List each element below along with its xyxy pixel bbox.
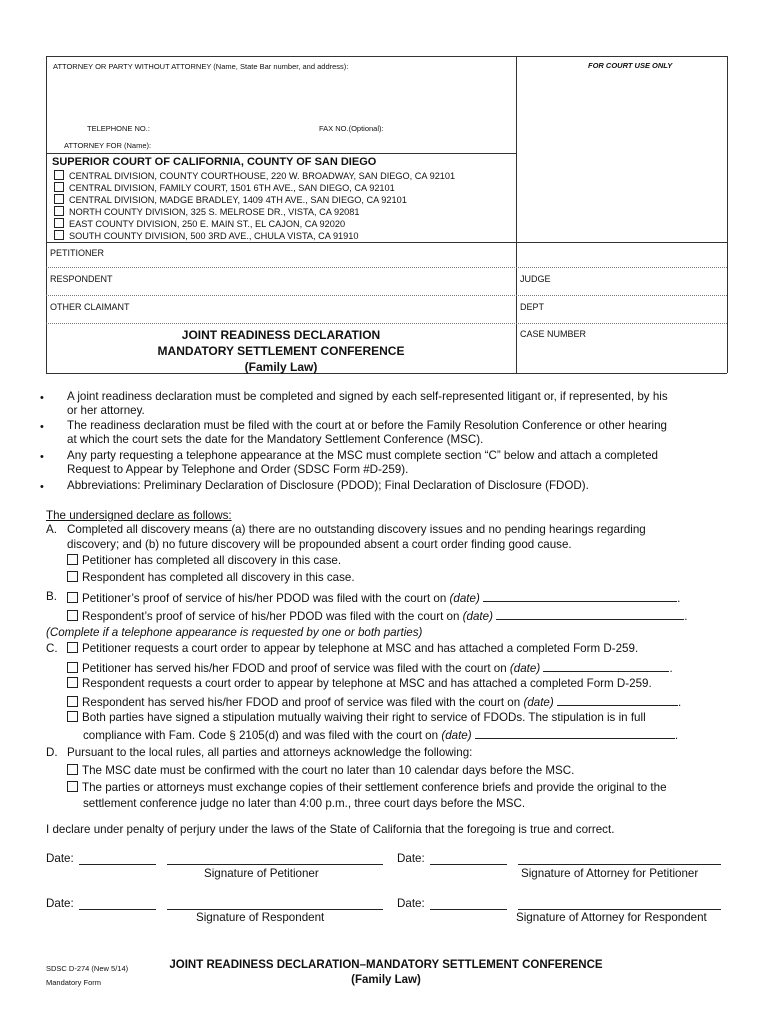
checkbox[interactable] [67,554,78,565]
option-label: The MSC date must be confirmed with the court no later than 10 calendar days before the MSC. [82,764,575,777]
section-d-text: Pursuant to the local rules, all parties and attorneys acknowledge the following: [67,746,473,759]
division-label: SOUTH COUNTY DIVISION, 500 3RD AVE., CHULA VISTA, CA 91910 [69,231,359,241]
petitioner-pdod-option[interactable]: Petitioner’s proof of service of his/her PDOD was filed with the court on (date) . [67,590,680,607]
court-use-divider [516,56,517,373]
division-option[interactable] [54,170,455,182]
form-title-line2: MANDATORY SETTLEMENT CONFERENCE [157,344,405,358]
respondent-pdod-option[interactable]: Respondent’s proof of service of his/her PDOD was filed with the court on (date) . [67,608,687,625]
petitioner-row-divider [46,267,727,268]
attorney-petitioner-signature-field[interactable] [518,864,721,865]
briefs-option-line2: settlement conference judge no later than 4:00 p.m., three court days before the MSC. [83,797,526,810]
date-word: (date) [441,729,472,742]
dept-label: DEPT [520,302,545,312]
date-field[interactable] [496,608,684,620]
checkbox[interactable] [67,610,78,621]
division-option[interactable] [54,218,345,230]
option-label: Petitioner requests a court order to appear by telephone at MSC and has attached a completed Form D-259. [82,642,639,655]
petitioner-fdod-option[interactable]: Petitioner has served his/her FDOD and proof of service was filed with the court on (date) . [67,660,673,677]
division-option[interactable] [54,206,360,218]
telephone-note: (Complete if a telephone appearance is requested by one or both parties) [46,626,423,639]
option-label: Respondent requests a court order to appear by telephone at MSC and has attached a completed Form D-259. [82,677,652,690]
declare-heading: The undersigned declare as follows: [46,509,232,522]
case-number-label: CASE NUMBER [520,329,587,339]
bullet-icon: • [40,481,44,493]
claimant-row-divider [46,323,727,324]
bullet-text-line: Request to Appear by Telephone and Order (SDSC Form #D-259). [67,463,409,476]
petitioner-telephone-option[interactable] [67,642,638,657]
section-d-letter: D. [46,746,58,759]
attorney-respondent-date-field[interactable] [430,909,507,910]
bullet-icon: • [40,392,44,404]
stipulation-option[interactable] [67,711,646,726]
option-label: The parties or attorneys must exchange copies of their settlement conference briefs and provide the original to the [82,781,667,794]
date-field[interactable] [483,590,677,602]
respondent-telephone-option[interactable] [67,677,652,692]
checkbox[interactable] [67,592,78,603]
option-label: Respondent has completed all discovery in this case. [82,571,355,584]
petitioner-signature-field[interactable] [167,864,383,865]
bullet-text-line: or her attorney. [67,404,145,417]
petitioner-label: PETITIONER [50,248,105,258]
header-left-border [46,56,47,373]
date-word: (date) [523,696,554,709]
respondent-row-divider [46,295,727,296]
date-word: (date) [462,610,493,623]
attorney-for-label: ATTORNEY FOR (Name): [64,141,152,150]
checkbox[interactable] [67,571,78,582]
court-use-label: FOR COURT USE ONLY [588,61,673,70]
section-a-letter: A. [46,523,57,536]
footer-title [146,958,626,988]
date-label: Date: [397,852,425,865]
division-label: NORTH COUNTY DIVISION, 325 S. MELROSE DR., VISTA, CA 92081 [69,207,360,217]
option-label: Petitioner has served his/her FDOD and proof of service was filed with the court on [82,662,507,675]
division-label: CENTRAL DIVISION, COUNTY COURTHOUSE, 220 W. BROADWAY, SAN DIEGO, CA 92101 [69,171,456,181]
form-title [46,327,516,375]
respondent-signature-caption: Signature of Respondent [196,911,325,924]
other-claimant-label: OTHER CLAIMANT [50,302,130,312]
division-checkbox[interactable] [54,230,64,240]
bullet-icon: • [40,451,44,463]
telephone-label: TELEPHONE NO.: [87,124,150,133]
checkbox[interactable] [67,711,78,722]
header-top-border [46,56,727,57]
division-label: CENTRAL DIVISION, FAMILY COURT, 1501 6TH AVE., SAN DIEGO, CA 92101 [69,183,395,193]
option-label: Petitioner has completed all discovery in this case. [82,554,342,567]
footer-title-line1: JOINT READINESS DECLARATION–MANDATORY SETTLEMENT CONFERENCE [169,959,603,971]
option-label: Respondent’s proof of service of his/her PDOD was filed with the court on [82,610,460,623]
division-checkbox[interactable] [54,194,64,204]
msc-date-option[interactable] [67,764,574,779]
attorney-respondent-signature-field[interactable] [518,909,721,910]
bullet-text-line: A joint readiness declaration must be completed and signed by each self-represented litigant or, if represented, by his [67,390,668,403]
checkbox[interactable] [67,764,78,775]
attorney-label: ATTORNEY OR PARTY WITHOUT ATTORNEY (Name, State Bar number, and address): [53,62,349,71]
respondent-discovery-option[interactable] [67,571,355,586]
petitioner-signature-caption: Signature of Petitioner [204,867,319,880]
checkbox[interactable] [67,662,78,673]
section-c-letter: C. [46,642,58,655]
bullet-icon: • [40,421,44,433]
section-a-text: discovery; and (b) no future discovery will be propounded absent a court order finding good cause. [67,538,572,551]
attorney-respondent-signature-caption: Signature of Attorney for Respondent [516,911,707,924]
stipulation-option-line2: compliance with Fam. Code § 2105(d) and was filed with the court on (date) . [83,729,679,742]
option-label: Respondent has served his/her FDOD and proof of service was filed with the court on [82,696,521,709]
mandatory-form-label: Mandatory Form [46,978,102,987]
date-field[interactable] [475,727,675,739]
checkbox[interactable] [67,696,78,707]
date-field[interactable] [543,660,669,672]
petitioner-date-field[interactable] [79,864,156,865]
perjury-statement: I declare under penalty of perjury under the laws of the State of California that the foregoing is true and correct. [46,823,615,836]
form-title-line1: JOINT READINESS DECLARATION [181,328,381,342]
bullet-text-line: The readiness declaration must be filed with the court at or before the Family Resolution Conference or other hearing [67,419,667,432]
bullet-text-line: at which the court sets the date for the Mandatory Settlement Conference (MSC). [67,433,484,446]
respondent-date-field[interactable] [79,909,156,910]
attorney-petitioner-date-field[interactable] [430,864,507,865]
date-label: Date: [46,852,74,865]
division-option[interactable] [54,194,407,206]
option-label: Petitioner’s proof of service of his/her PDOD was filed with the court on [82,592,447,605]
attorney-petitioner-signature-caption: Signature of Attorney for Petitioner [521,867,699,880]
court-name: SUPERIOR COURT OF CALIFORNIA, COUNTY OF SAN DIEGO [52,156,377,168]
petitioner-discovery-option[interactable] [67,554,341,569]
division-checkbox[interactable] [54,206,64,216]
header-right-border [727,56,728,373]
date-word: (date) [509,662,541,675]
respondent-fdod-option[interactable]: Respondent has served his/her FDOD and proof of service was filed with the court on (date) . [67,694,681,711]
division-checkbox[interactable] [54,218,64,228]
court-box-divider [46,242,727,243]
division-checkbox[interactable] [54,170,64,180]
respondent-signature-field[interactable] [167,909,383,910]
division-option[interactable] [54,182,395,194]
checkbox[interactable] [67,642,78,653]
attorney-box-divider [46,153,516,154]
division-label: EAST COUNTY DIVISION, 250 E. MAIN ST., EL CAJON, CA 92020 [69,219,346,229]
bullet-text-line: Abbreviations: Preliminary Declaration of Disclosure (PDOD); Final Declaration of Disclosure (FDOD). [67,479,589,492]
footer-title-line2: (Family Law) [351,974,421,986]
division-checkbox[interactable] [54,182,64,192]
bullet-text-line: Any party requesting a telephone appearance at the MSC must complete section “C” below and attach a completed [67,449,658,462]
date-label: Date: [46,897,74,910]
form-number: SDSC D-274 (New 5/14) [46,964,129,973]
judge-label: JUDGE [520,274,551,284]
section-a-text: Completed all discovery means (a) there are no outstanding discovery issues and no pending hearings regarding [67,523,646,536]
division-option[interactable] [54,230,359,242]
section-b-letter: B. [46,590,57,603]
date-word: (date) [449,592,480,605]
briefs-option[interactable] [67,781,667,796]
date-field[interactable] [557,694,678,706]
form-title-line3: (Family Law) [244,360,318,374]
checkbox[interactable] [67,677,78,688]
checkbox[interactable] [67,781,78,792]
option-label: compliance with Fam. Code § 2105(d) and was filed with the court on [83,729,439,742]
date-label: Date: [397,897,425,910]
division-label: CENTRAL DIVISION, MADGE BRADLEY, 1409 4TH AVE., SAN DIEGO, CA 92101 [69,195,407,205]
respondent-label: RESPONDENT [50,274,113,284]
fax-label: FAX NO.(Optional): [319,124,384,133]
option-label: Both parties have signed a stipulation mutually waiving their right to service of FDODs. The stipulation is in full [82,711,646,724]
